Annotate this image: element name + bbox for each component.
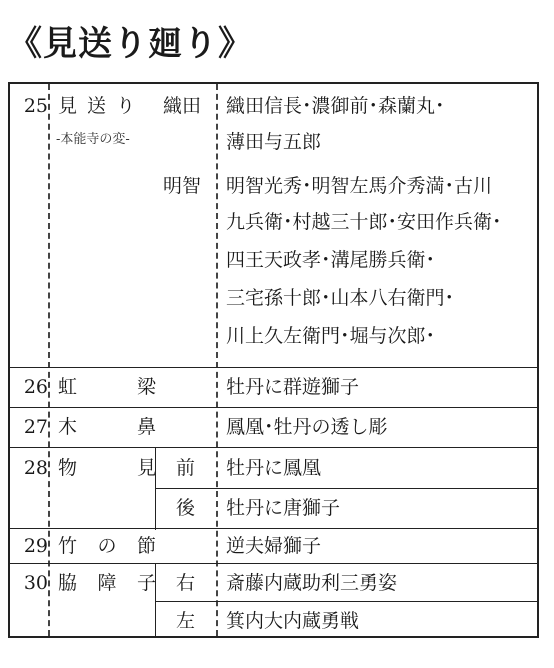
item-name-char: 梁 (136, 376, 156, 398)
faction-label: 明智 (163, 175, 202, 197)
item-name-char: 竹 (58, 535, 78, 557)
item-name-char: 虹 (58, 376, 78, 398)
cast-line: 九兵衛･村越三十郎･安田作兵衛･ (226, 211, 502, 233)
item-note: -本能寺の変- (56, 132, 130, 147)
item-name (58, 415, 156, 439)
cast-line: 薄田与五郎 (226, 131, 322, 153)
item-name-char: 節 (136, 535, 156, 557)
item-name-char: 見 (136, 457, 156, 479)
float-table (8, 82, 539, 638)
cast-line: 織田信長･濃御前･森蘭丸･ (226, 95, 445, 117)
row-number: 25 (23, 95, 48, 117)
item-name-char: の (97, 535, 117, 557)
item-name-char: 子 (136, 572, 156, 594)
item-name (58, 456, 156, 480)
cast-line: 明智光秀･明智左馬介秀満･古川 (226, 175, 493, 197)
row-divider (10, 563, 537, 564)
part-label: 右 (176, 572, 196, 594)
row-number: 28 (23, 457, 48, 479)
carving-motif: 牡丹に鳳凰 (226, 457, 322, 479)
value-column-divider (216, 84, 218, 636)
item-name-char: 木 (58, 416, 78, 438)
carving-motif: 牡丹に群遊獅子 (226, 376, 360, 398)
carving-motif: 逆夫婦獅子 (226, 535, 322, 557)
part-label: 左 (176, 610, 196, 632)
row-number: 30 (23, 572, 48, 594)
item-name (58, 534, 156, 558)
row-divider (10, 447, 537, 448)
row-number: 26 (23, 376, 48, 398)
cast-line: 川上久左衛門･堀与次郎･ (226, 325, 436, 347)
row-number: 27 (23, 416, 48, 438)
sub-row-divider (155, 488, 537, 489)
item-name (58, 571, 156, 595)
carving-motif: 斎藤内蔵助利三勇姿 (226, 572, 398, 594)
item-name-char: 鼻 (136, 416, 156, 438)
item-name-char: 脇 (58, 572, 78, 594)
item-name (58, 375, 156, 399)
faction-label: 織田 (163, 95, 202, 117)
cast-line: 四王天政孝･溝尾勝兵衛･ (226, 249, 436, 271)
carving-motif: 鳳凰･牡丹の透し彫 (226, 416, 388, 438)
row-number: 29 (23, 535, 48, 557)
carving-motif: 箕内大内蔵勇戦 (226, 610, 360, 632)
page-title: 《見送り廻り》 (8, 24, 253, 64)
item-name-char: 物 (58, 457, 78, 479)
row-divider (10, 367, 537, 368)
cast-line: 三宅孫十郎･山本八右衛門･ (226, 287, 455, 309)
part-label: 前 (176, 457, 196, 479)
sub-row-divider (155, 601, 537, 602)
item-name-char: 障 (97, 572, 117, 594)
row-divider (10, 528, 537, 529)
part-label: 後 (176, 497, 196, 519)
number-column-divider (48, 84, 50, 636)
row-divider (10, 407, 537, 408)
carving-motif: 牡丹に唐獅子 (226, 497, 341, 519)
item-name: 見 送 り (58, 95, 138, 117)
